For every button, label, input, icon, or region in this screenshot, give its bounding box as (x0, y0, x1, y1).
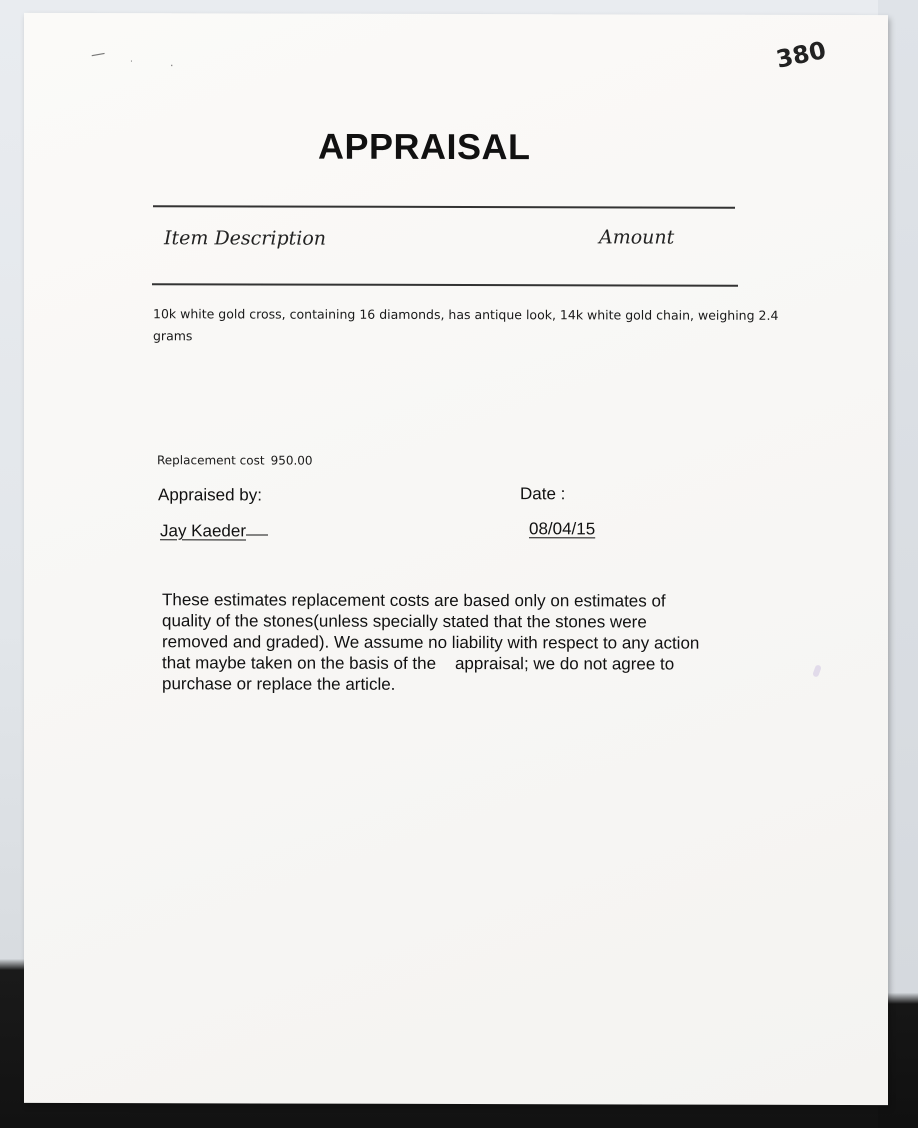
replacement-cost-label: Replacement cost (157, 453, 265, 468)
page-title: APPRAISAL (318, 125, 531, 168)
disclaimer-line: quality of the stones(unless specially stated that the stones were (162, 611, 647, 632)
disclaimer-line: removed and graded). We assume no liability with respect to any action (162, 632, 700, 653)
item-description-header: Item Description (164, 227, 327, 250)
appraisal-sheet (24, 13, 888, 1105)
header-rule-bottom (152, 283, 738, 286)
pen-mark: | (90, 51, 106, 59)
replacement-cost-value: 950.00 (270, 453, 313, 468)
pen-mark: · (130, 57, 133, 68)
appraiser-name-field (160, 521, 268, 541)
signature-underline (246, 534, 268, 535)
amount-header: Amount (599, 226, 675, 249)
date-value: 08/04/15 (529, 519, 596, 539)
disclaimer-line: that maybe taken on the basis of the appraisal; we do not agree to (162, 653, 675, 674)
ink-smudge (812, 664, 822, 677)
corner-number: 380 (773, 36, 829, 74)
disclaimer-line: These estimates replacement costs are based only on estimates of (162, 590, 666, 611)
item-description-text: 10k white gold cross, containing 16 diamonds, has antique look, 14k white gold chain, weighing 2.4 grams (153, 306, 779, 344)
appraised-by-label: Appraised by: (158, 485, 262, 505)
date-label: Date : (520, 484, 566, 504)
disclaimer-paragraph (162, 589, 762, 696)
appraiser-name: Jay Kaeder (160, 521, 246, 541)
header-rule-top (153, 205, 735, 208)
disclaimer-line: purchase or replace the article. (162, 674, 396, 694)
pen-mark: · (170, 59, 174, 73)
replacement-cost (157, 453, 313, 467)
